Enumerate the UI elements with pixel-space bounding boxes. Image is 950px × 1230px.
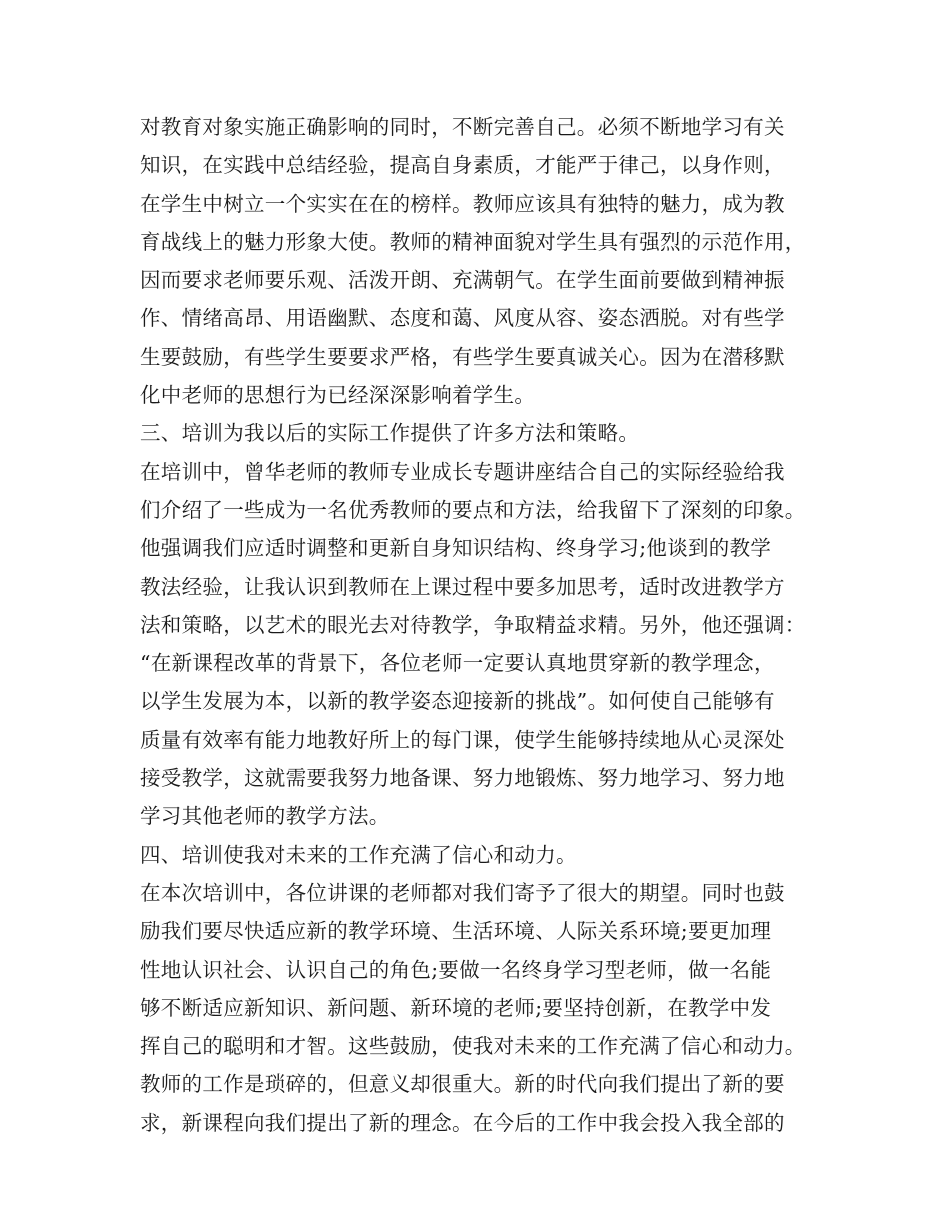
text-line: 挥自己的聪明和才智。这些鼓励，使我对未来的工作充满了信心和动力。 [140,1034,806,1059]
text-line: 求，新课程向我们提出了新的理念。在今后的工作中我会投入我全部的 [140,1110,785,1135]
text-line: 在培训中，曾华老师的教师专业成长专题讲座结合自己的实际经验给我 [140,459,785,484]
text-line: 知识，在实践中总结经验，提高自身素质，才能严于律己，以身作则， [140,153,785,178]
text-line: “在新课程改革的背景下，各位老师一定要认真地贯穿新的教学理念， [140,651,775,676]
text-line: 他强调我们应适时调整和更新自身知识结构、终身学习;他谈到的教学 [140,536,772,561]
text-line: 励我们要尽快适应新的教学环境、生活环境、人际关系环境;要更加理 [140,919,772,944]
text-line: 化中老师的思想行为已经深深影响着学生。 [140,383,536,408]
text-line: 以学生发展为本，以新的教学姿态迎接新的挑战”。如何使自己能够有 [140,689,775,714]
text-line: 性地认识社会、认识自己的角色;要做一名终身学习型老师，做一名能 [140,957,772,982]
section-heading-3: 三、培训为我以后的实际工作提供了许多方法和策略。 [140,421,640,446]
text-line: 育战线上的魅力形象大使。教师的精神面貌对学生具有强烈的示范作用， [140,229,806,254]
section-heading-4: 四、培训使我对未来的工作充满了信心和动力。 [140,842,577,867]
text-line: 作、情绪高昂、用语幽默、态度和蔼、风度从容、姿态洒脱。对有些学 [140,306,785,331]
text-line: 在学生中树立一个实实在在的榜样。教师应该具有独特的魅力，成为教 [140,191,785,216]
text-line: 学习其他老师的教学方法。 [140,804,390,829]
document-body [140,108,830,1142]
text-line: 够不断适应新知识、新问题、新环境的老师;要坚持创新，在教学中发 [140,995,772,1020]
text-line: 教师的工作是琐碎的，但意义却很重大。新的时代向我们提出了新的要 [140,1072,785,1097]
text-line: 质量有效率有能力地教好所上的每门课，使学生能够持续地从心灵深处 [140,727,785,752]
text-line: 教法经验，让我认识到教师在上课过程中要多加思考，适时改进教学方 [140,574,785,599]
text-line: 们介绍了一些成为一名优秀教师的要点和方法，给我留下了深刻的印象。 [140,497,806,522]
text-line: 生要鼓励，有些学生要要求严格，有些学生要真诚关心。因为在潜移默 [140,344,785,369]
text-line: 对教育对象实施正确影响的同时，不断完善自己。必须不断地学习有关 [140,115,785,139]
text-line: 接受教学，这就需要我努力地备课、努力地锻炼、努力地学习、努力地 [140,766,785,791]
text-line: 法和策略，以艺术的眼光去对待教学，争取精益求精。另外，他还强调： [140,612,806,637]
text-line: 在本次培训中，各位讲课的老师都对我们寄予了很大的期望。同时也鼓 [140,880,785,905]
text-line: 因而要求老师要乐观、活泼开朗、充满朝气。在学生面前要做到精神振 [140,268,785,293]
